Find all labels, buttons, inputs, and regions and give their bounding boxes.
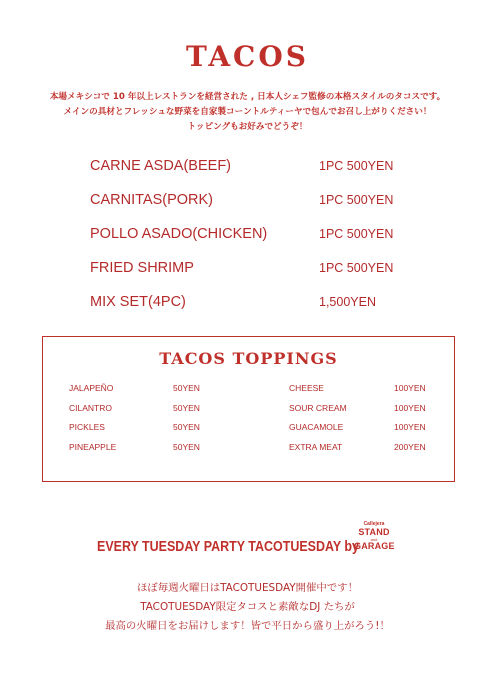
menu-item bbox=[90, 294, 420, 328]
topping-name: PINEAPPLE bbox=[69, 442, 117, 453]
topping-price: 50YEN bbox=[173, 442, 200, 453]
toppings-title: TACOS TOPPINGS bbox=[159, 349, 338, 368]
topping-price: 200YEN bbox=[394, 442, 426, 453]
topping-item bbox=[289, 442, 439, 462]
toppings-box bbox=[42, 336, 455, 482]
menu-item-name: MIX SET(4PC) bbox=[90, 294, 186, 310]
page-title: TACOS bbox=[186, 40, 309, 73]
outro-line: ほぼ毎週火曜日はTACOTUESDAY開催中です！ bbox=[137, 582, 358, 594]
intro-text bbox=[0, 90, 495, 135]
intro-line: メインの具材とフレッシュな野菜を自家製コーントルティーヤで包んでお召し上がりください！ bbox=[63, 107, 432, 117]
topping-price: 50YEN bbox=[173, 402, 200, 413]
logo-stand-text: STAND bbox=[358, 527, 390, 537]
topping-item bbox=[69, 403, 239, 423]
intro-line: 本場メキシコで 10 年以上レストランを経営された , 日本人シェフ監修の本格スタイルのタコスです。 bbox=[49, 92, 446, 102]
logo-top-text: Callejera bbox=[363, 521, 385, 527]
topping-item bbox=[289, 403, 439, 423]
menu-item-price: 1PC 500YEN bbox=[319, 261, 394, 275]
menu-item-price: 1PC 500YEN bbox=[319, 193, 394, 207]
menu-item-name: CARNE ASDA(BEEF) bbox=[90, 158, 231, 174]
stand-and-garage-logo bbox=[354, 520, 394, 562]
intro-line: トッピングもお好みでどうぞ！ bbox=[187, 122, 308, 132]
menu-item-name: CARNITAS(PORK) bbox=[90, 192, 213, 208]
topping-name: JALAPEÑO bbox=[69, 383, 114, 393]
topping-item bbox=[289, 422, 439, 442]
toppings-column-right bbox=[289, 383, 439, 462]
menu-item bbox=[90, 226, 420, 260]
topping-item bbox=[69, 442, 239, 462]
menu-item-price: 1,500YEN bbox=[319, 295, 376, 309]
menu-item bbox=[90, 192, 420, 226]
menu-item-name: POLLO ASADO(CHICKEN) bbox=[90, 226, 268, 242]
topping-name: PICKLES bbox=[69, 422, 105, 433]
logo-garage-text: GARAGE bbox=[354, 541, 395, 551]
topping-price: 50YEN bbox=[173, 422, 200, 433]
topping-name: EXTRA MEAT bbox=[289, 442, 343, 453]
topping-item bbox=[69, 383, 239, 403]
topping-name: CHEESE bbox=[289, 383, 324, 393]
topping-price: 100YEN bbox=[394, 383, 426, 393]
topping-name: SOUR CREAM bbox=[289, 402, 347, 413]
outro-line: 最高の火曜日をお届けします！皆で平日から盛り上がろう!！ bbox=[105, 620, 390, 632]
topping-price: 100YEN bbox=[394, 422, 426, 433]
menu-item bbox=[90, 260, 420, 294]
menu-item-name: FRIED SHRIMP bbox=[90, 260, 194, 276]
menu-item-price: 1PC 500YEN bbox=[319, 227, 394, 241]
outro-text bbox=[0, 579, 495, 636]
tacos-menu bbox=[90, 158, 420, 328]
topping-price: 50YEN bbox=[173, 383, 200, 393]
topping-name: CILANTRO bbox=[69, 402, 112, 413]
topping-price: 100YEN bbox=[394, 402, 426, 413]
topping-name: GUACAMOLE bbox=[289, 422, 344, 433]
topping-item bbox=[69, 422, 239, 442]
menu-item-price: 1PC 500YEN bbox=[319, 159, 394, 173]
menu-item bbox=[90, 158, 420, 192]
topping-item bbox=[289, 383, 439, 403]
toppings-column-left bbox=[69, 383, 239, 462]
logo-and-text: and bbox=[370, 537, 378, 542]
outro-line: TACOTUESDAY限定タコスと素敵なDJ たちが bbox=[140, 601, 355, 613]
tacotuesday-headline: EVERY TUESDAY PARTY TACOTUESDAY by bbox=[97, 539, 359, 555]
